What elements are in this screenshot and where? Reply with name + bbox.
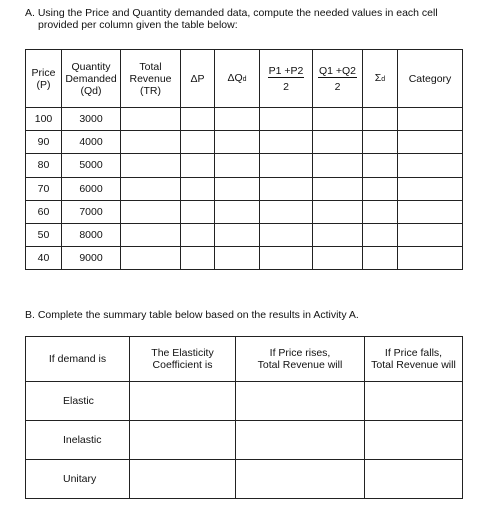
average-quantity-cell[interactable]	[313, 200, 363, 223]
average-price-cell[interactable]	[260, 108, 313, 131]
delta-price-cell[interactable]	[181, 131, 215, 154]
table-row	[26, 108, 463, 131]
elasticity-cell[interactable]	[363, 108, 398, 131]
average-quantity-cell[interactable]	[313, 247, 363, 270]
table-row	[26, 223, 463, 246]
quantity-cell: 8000	[62, 223, 121, 246]
table-b-header-row	[26, 337, 463, 382]
average-quantity-cell[interactable]	[313, 223, 363, 246]
header-average-quantity: $\frac{Q1 +Q2}{2}$	[313, 50, 363, 108]
coefficient-cell[interactable]	[130, 382, 236, 421]
table-row	[26, 247, 463, 270]
price-falls-cell[interactable]	[365, 421, 463, 460]
total-revenue-cell[interactable]	[121, 154, 181, 177]
price-falls-cell[interactable]	[365, 382, 463, 421]
delta-quantity-cell[interactable]	[215, 223, 260, 246]
delta-quantity-cell[interactable]	[215, 177, 260, 200]
coefficient-cell[interactable]	[130, 460, 236, 499]
total-revenue-cell[interactable]	[121, 131, 181, 154]
delta-price-cell[interactable]	[181, 177, 215, 200]
total-revenue-cell[interactable]	[121, 177, 181, 200]
quantity-cell: 5000	[62, 154, 121, 177]
header-price: Price (P)	[26, 50, 62, 108]
category-cell[interactable]	[398, 154, 463, 177]
price-cell: 40	[26, 247, 62, 270]
coefficient-cell[interactable]	[130, 421, 236, 460]
quantity-cell: 7000	[62, 200, 121, 223]
total-revenue-cell[interactable]	[121, 200, 181, 223]
elasticity-cell[interactable]	[363, 177, 398, 200]
elasticity-cell[interactable]	[363, 247, 398, 270]
price-rises-cell[interactable]	[236, 382, 365, 421]
price-rises-cell[interactable]	[236, 421, 365, 460]
activity-b-instructions: B. Complete the summary table below based on the results in Activity A.	[25, 309, 359, 321]
header-price-rises: If Price rises, Total Revenue will	[236, 337, 365, 382]
table-row	[26, 460, 463, 499]
elasticity-cell[interactable]	[363, 223, 398, 246]
delta-quantity-cell[interactable]	[215, 200, 260, 223]
table-a-header-row	[26, 50, 463, 108]
header-elasticity: Σd	[363, 50, 398, 108]
table-row	[26, 131, 463, 154]
average-price-cell[interactable]	[260, 200, 313, 223]
elasticity-computation-table	[25, 49, 463, 270]
average-quantity-cell[interactable]	[313, 177, 363, 200]
header-delta-price: ΔP	[181, 50, 215, 108]
average-price-cell[interactable]	[260, 223, 313, 246]
price-cell: 60	[26, 200, 62, 223]
price-cell: 70	[26, 177, 62, 200]
average-quantity-cell[interactable]	[313, 108, 363, 131]
delta-price-cell[interactable]	[181, 247, 215, 270]
average-price-cell[interactable]	[260, 131, 313, 154]
average-price-cell[interactable]	[260, 177, 313, 200]
elasticity-cell[interactable]	[363, 154, 398, 177]
elasticity-summary-table	[25, 336, 463, 499]
total-revenue-cell[interactable]	[121, 108, 181, 131]
quantity-cell: 4000	[62, 131, 121, 154]
elasticity-cell[interactable]	[363, 200, 398, 223]
average-quantity-cell[interactable]	[313, 154, 363, 177]
demand-type-label: Unitary	[26, 460, 130, 499]
category-cell[interactable]	[398, 177, 463, 200]
quantity-cell: 6000	[62, 177, 121, 200]
average-price-cell[interactable]	[260, 154, 313, 177]
delta-quantity-cell[interactable]	[215, 154, 260, 177]
price-falls-cell[interactable]	[365, 460, 463, 499]
header-category: Category	[398, 50, 463, 108]
instruction-a-line2: provided per column given the table below:	[38, 19, 238, 31]
quantity-cell: 3000	[62, 108, 121, 131]
header-delta-quantity: ΔQd	[215, 50, 260, 108]
delta-price-cell[interactable]	[181, 154, 215, 177]
average-quantity-cell[interactable]	[313, 131, 363, 154]
delta-quantity-cell[interactable]	[215, 247, 260, 270]
total-revenue-cell[interactable]	[121, 247, 181, 270]
table-row	[26, 200, 463, 223]
header-demand-type: If demand is	[26, 337, 130, 382]
table-row	[26, 177, 463, 200]
header-quantity-demanded: Quantity Demanded (Qd)	[62, 50, 121, 108]
elasticity-cell[interactable]	[363, 131, 398, 154]
delta-quantity-cell[interactable]	[215, 131, 260, 154]
header-price-falls: If Price falls, Total Revenue will	[365, 337, 463, 382]
table-row	[26, 154, 463, 177]
category-cell[interactable]	[398, 247, 463, 270]
price-cell: 90	[26, 131, 62, 154]
category-cell[interactable]	[398, 223, 463, 246]
price-rises-cell[interactable]	[236, 460, 365, 499]
category-cell[interactable]	[398, 108, 463, 131]
header-total-revenue: Total Revenue (TR)	[121, 50, 181, 108]
delta-price-cell[interactable]	[181, 200, 215, 223]
category-cell[interactable]	[398, 131, 463, 154]
total-revenue-cell[interactable]	[121, 223, 181, 246]
demand-type-label: Inelastic	[26, 421, 130, 460]
header-average-price: $\frac{P1 +P2}{2}$	[260, 50, 313, 108]
quantity-cell: 9000	[62, 247, 121, 270]
demand-type-label: Elastic	[26, 382, 130, 421]
header-elasticity-coefficient: The Elasticity Coefficient is	[130, 337, 236, 382]
price-cell: 80	[26, 154, 62, 177]
delta-quantity-cell[interactable]	[215, 108, 260, 131]
table-row	[26, 382, 463, 421]
average-price-cell[interactable]	[260, 247, 313, 270]
delta-price-cell[interactable]	[181, 108, 215, 131]
instruction-a-line1: A. Using the Price and Quantity demanded data, compute the needed values in each cell	[25, 7, 438, 19]
price-cell: 100	[26, 108, 62, 131]
activity-a-instructions	[25, 7, 465, 31]
category-cell[interactable]	[398, 200, 463, 223]
table-row	[26, 421, 463, 460]
delta-price-cell[interactable]	[181, 223, 215, 246]
price-cell: 50	[26, 223, 62, 246]
